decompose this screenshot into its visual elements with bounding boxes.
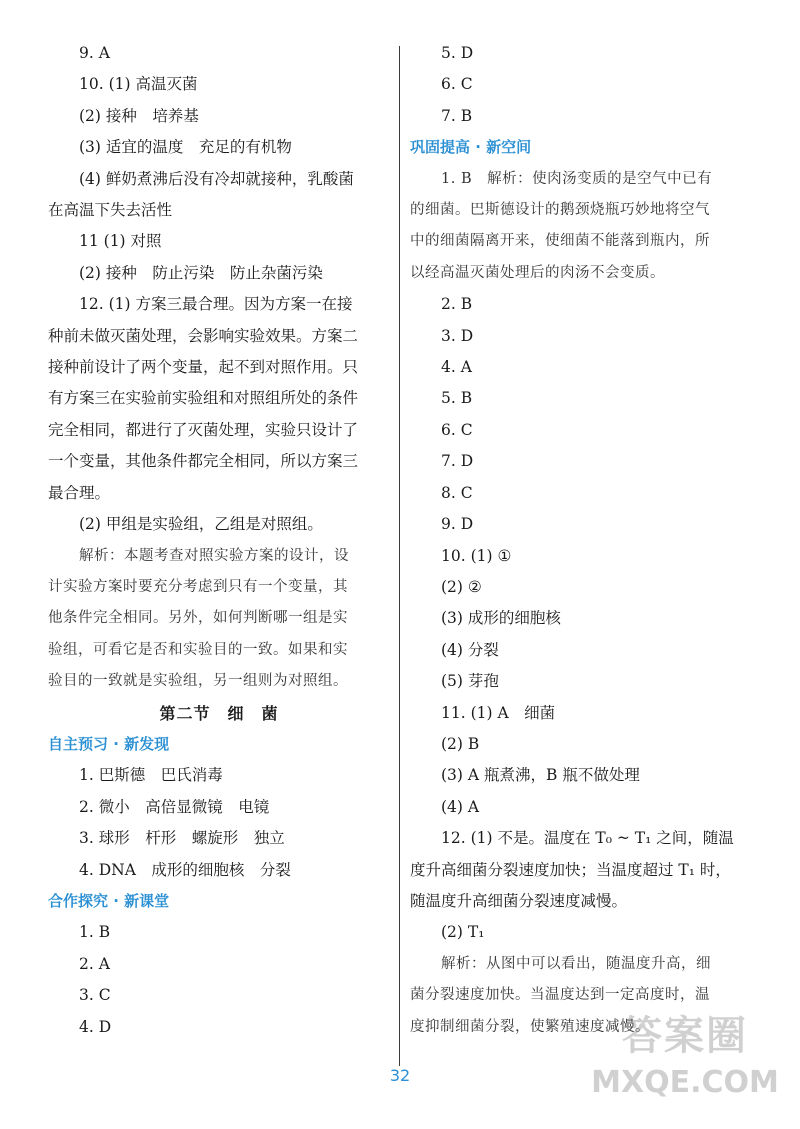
watermark-logo bbox=[590, 1008, 780, 1123]
text-line: 4. DNA 成形的细胞核 分裂 bbox=[79, 860, 291, 879]
text-line: 12. (1) 方案三最合理。因为方案一在接 bbox=[79, 295, 353, 314]
text-line: 2. A bbox=[79, 954, 110, 973]
text-line: (3) 适宜的温度 充足的有机物 bbox=[79, 138, 292, 157]
text-line: (2) 接种 防止污染 防止杂菌污染 bbox=[79, 263, 323, 282]
analysis-line: 验组，可看它是否和实验目的一致。如果和实 bbox=[48, 641, 348, 658]
text-line: 度升高细菌分裂速度加快；当温度超过 T₁ 时， bbox=[410, 860, 731, 879]
text-line: 随温度升高细菌分裂速度减慢。 bbox=[410, 891, 628, 910]
right-column bbox=[410, 38, 758, 1043]
text-line: (2) 接种 培养基 bbox=[79, 106, 199, 125]
section-heading: 巩固提高 · 新空间 bbox=[410, 138, 532, 157]
text-line: (4) A bbox=[441, 797, 480, 816]
analysis-line: 菌分裂速度加快。当温度达到一定高度时，温 bbox=[410, 987, 710, 1004]
left-column bbox=[48, 38, 390, 1043]
text-line: 9. A bbox=[79, 44, 110, 62]
text-line: 接种前设计了两个变量，起不到对照作用。只 bbox=[48, 358, 359, 377]
text-line: (3) A 瓶煮沸，B 瓶不做处理 bbox=[441, 766, 640, 785]
text-line: (2) 甲组是实验组，乙组是对照组。 bbox=[79, 515, 323, 534]
text-line: 1. 巴斯德 巴氏消毒 bbox=[79, 766, 223, 785]
analysis-line: 他条件完全相同。另外，如何判断哪一组是实 bbox=[48, 610, 348, 627]
analysis-line: 以经高温灭菌处理后的肉汤不会变质。 bbox=[410, 264, 665, 281]
text-line: 最合理。 bbox=[48, 483, 111, 502]
analysis-line: 中的细菌隔离开来，使细菌不能落到瓶内，所 bbox=[410, 233, 710, 250]
analysis-line: 的细菌。巴斯德设计的鹅颈烧瓶巧妙地将空气 bbox=[410, 202, 710, 219]
text-line: (4) 鲜奶煮沸后没有冷却就接种，乳酸菌 bbox=[79, 169, 354, 188]
text-line: 9. D bbox=[441, 515, 474, 534]
analysis-line: 解析：从图中可以看出，随温度升高，细 bbox=[441, 955, 711, 972]
text-line: 3. 球形 杆形 螺旋形 独立 bbox=[79, 829, 285, 848]
text-line: 11 (1) 对照 bbox=[79, 232, 162, 251]
text-line: 4. D bbox=[79, 1017, 112, 1036]
text-line: 10. (1) ① bbox=[441, 546, 512, 565]
section-heading: 合作探究 · 新课堂 bbox=[48, 891, 170, 910]
text-line: 4. A bbox=[441, 358, 472, 377]
text-line: 7. D bbox=[441, 452, 474, 471]
analysis-line: 1. B 解析：使肉汤变质的是空气中已有 bbox=[441, 170, 713, 187]
text-line: 1. B bbox=[79, 923, 111, 942]
analysis-line: 计实验方案时要充分考虑到只有一个变量，其 bbox=[48, 578, 348, 595]
text-line: 有方案三在实验前实验组和对照组所处的条件 bbox=[48, 389, 359, 408]
text-line: 2. 微小 高倍显微镜 电镜 bbox=[79, 797, 270, 816]
text-line: 完全相同，都进行了灭菌处理，实验只设计了 bbox=[48, 420, 359, 439]
text-line: (4) 分裂 bbox=[441, 640, 499, 659]
text-line: 3. D bbox=[441, 326, 474, 345]
text-line: 7. B bbox=[441, 106, 473, 125]
text-line: (2) B bbox=[441, 734, 480, 753]
text-line: 12. (1) 不是。温度在 T₀ ~ T₁ 之间，随温 bbox=[441, 829, 734, 848]
text-line: 种前未做灭菌处理，会影响实验效果。方案二 bbox=[48, 326, 359, 345]
text-line: 2. B bbox=[441, 295, 473, 314]
watermark-title: 答案圈 bbox=[622, 1013, 748, 1059]
text-line: 一个变量，其他条件都完全相同，所以方案三 bbox=[48, 452, 359, 471]
section-heading: 自主预习 · 新发现 bbox=[48, 734, 170, 753]
text-line: 6. C bbox=[441, 420, 473, 439]
analysis-line: 验目的一致就是实验组，另一组则为对照组。 bbox=[48, 673, 348, 690]
text-line: (3) 成形的细胞核 bbox=[441, 609, 561, 628]
text-line: (2) ② bbox=[441, 577, 482, 596]
text-line: (2) T₁ bbox=[441, 923, 485, 942]
page-number: 32 bbox=[389, 1066, 411, 1085]
text-line: 5. D bbox=[441, 44, 474, 62]
text-line: 10. (1) 高温灭菌 bbox=[79, 75, 198, 94]
text-line: 8. C bbox=[441, 483, 473, 502]
text-line: (5) 芽孢 bbox=[441, 672, 499, 691]
analysis-line: 度抑制细菌分裂，使繁殖速度减慢。 bbox=[410, 1018, 650, 1035]
text-line: 3. C bbox=[79, 986, 111, 1005]
text-line: 在高温下失去活性 bbox=[48, 201, 173, 220]
column-divider bbox=[399, 46, 400, 1066]
text-line: 6. C bbox=[441, 75, 473, 94]
chapter-section-title: 第二节 细 菌 bbox=[159, 703, 279, 723]
text-line: 11. (1) A 细菌 bbox=[441, 703, 556, 722]
text-line: 5. B bbox=[441, 389, 473, 408]
watermark-url: MXQE.COM bbox=[591, 1065, 779, 1100]
analysis-line: 解析：本题考查对照实验方案的设计，设 bbox=[79, 547, 349, 564]
